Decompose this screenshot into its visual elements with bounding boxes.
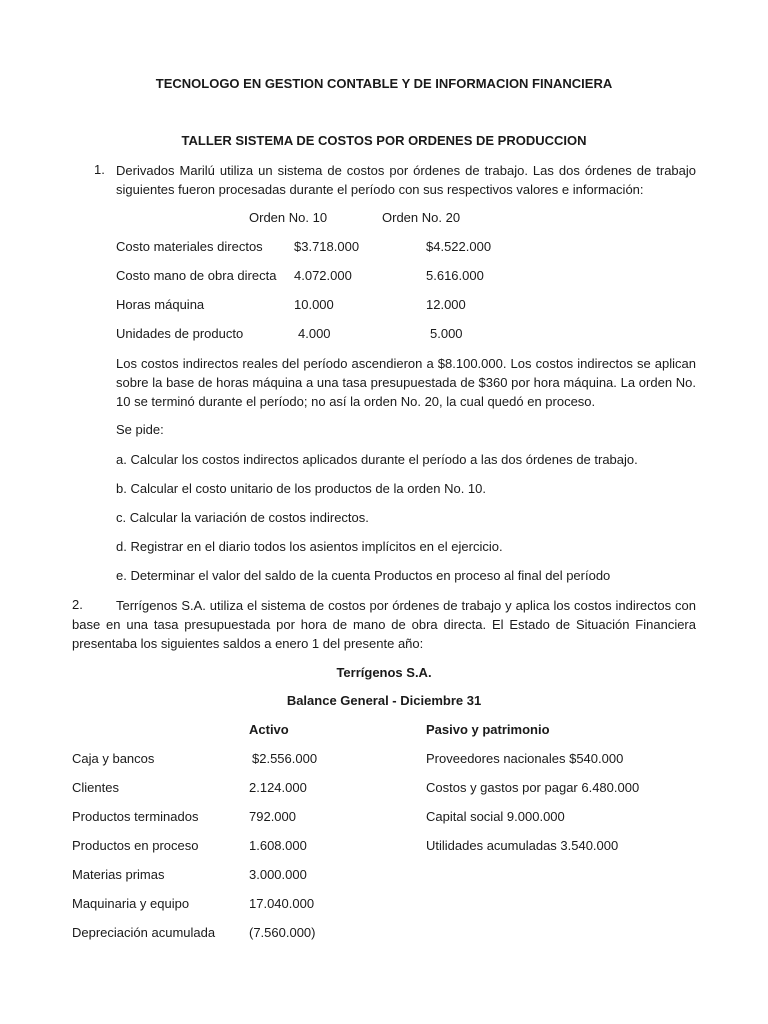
asset-label: Maquinaria y equipo <box>72 896 190 911</box>
asset-label: Caja y bancos <box>72 751 155 766</box>
se-pide-label: Se pide: <box>116 422 164 437</box>
liability-item: Costos y gastos por pagar 6.480.000 <box>426 780 640 795</box>
row-value-order-20: 5.000 <box>430 326 463 341</box>
task-c: c. Calcular la variación de costos indirectos. <box>116 510 369 525</box>
asset-value: 1.608.000 <box>249 838 307 853</box>
col-header-order-10: Orden No. 10 <box>249 210 328 225</box>
task-a: a. Calcular los costos indirectos aplicados durante el período a las dos órdenes de trabajo. <box>116 452 638 467</box>
asset-value: 3.000.000 <box>249 867 307 882</box>
row-label: Costo mano de obra directa <box>116 268 277 283</box>
exercise-1-statement: Los costos indirectos reales del período ascendieron a $8.100.000. Los costos indirectos se aplican sobre la base de horas máquina a una tasa presupuestada de $360 por hora máquina. La orden No. 10 se terminó durante el período; no así la orden No. 20, la cual quedó en proceso. <box>116 356 696 409</box>
row-label: Costo materiales directos <box>116 239 263 254</box>
asset-value: (7.560.000) <box>249 925 316 940</box>
liability-item: Proveedores nacionales $540.000 <box>426 751 624 766</box>
workshop-title: TALLER SISTEMA DE COSTOS POR ORDENES DE PRODUCCION <box>181 133 587 148</box>
task-b: b. Calcular el costo unitario de los productos de la orden No. 10. <box>116 481 486 496</box>
asset-label: Materias primas <box>72 867 165 882</box>
pasivo-header: Pasivo y patrimonio <box>426 722 550 737</box>
asset-label: Clientes <box>72 780 119 795</box>
row-value-order-20: 12.000 <box>426 297 466 312</box>
row-value-order-10: $3.718.000 <box>294 239 360 254</box>
row-value-order-10: 10.000 <box>294 297 334 312</box>
exercise-2-intro: Terrígenos S.A. utiliza el sistema de costos por órdenes de trabajo y aplica los costos indirectos con base en una tasa presupuestada por hora de mano de obra directa. El Estado de Situación Financiera presentaba los siguientes saldos a enero 1 del presente año: <box>72 598 696 651</box>
task-d: d. Registrar en el diario todos los asientos implícitos en el ejercicio. <box>116 539 503 554</box>
balance-title: Balance General - Diciembre 31 <box>286 693 482 708</box>
col-header-order-20: Orden No. 20 <box>382 210 461 225</box>
asset-value: 2.124.000 <box>249 780 307 795</box>
exercise-1-number: 1. <box>94 162 105 177</box>
row-value-order-20: 5.616.000 <box>426 268 484 283</box>
asset-label: Depreciación acumulada <box>72 925 216 940</box>
asset-value: 17.040.000 <box>249 896 315 911</box>
exercise-2-number: 2. <box>72 597 83 612</box>
row-value-order-10: 4.072.000 <box>294 268 352 283</box>
activo-header: Activo <box>249 722 289 737</box>
asset-value: 792.000 <box>249 809 296 824</box>
liability-item: Capital social 9.000.000 <box>426 809 565 824</box>
task-e: e. Determinar el valor del saldo de la cuenta Productos en proceso al final del período <box>116 568 611 583</box>
row-value-order-10: 4.000 <box>298 326 331 341</box>
asset-label: Productos terminados <box>72 809 199 824</box>
row-value-order-20: $4.522.000 <box>426 239 492 254</box>
row-label: Horas máquina <box>116 297 205 312</box>
program-title: TECNOLOGO EN GESTION CONTABLE Y DE INFORMACION FINANCIERA <box>155 76 613 91</box>
exercise-1-intro: Derivados Marilú utiliza un sistema de costos por órdenes de trabajo. Las dos órdenes de trabajo siguientes fueron procesadas durante el período con sus respectivos valores e información: <box>116 163 696 197</box>
company-name: Terrígenos S.A. <box>336 665 432 680</box>
asset-value: $2.556.000 <box>252 751 318 766</box>
row-label: Unidades de producto <box>116 326 244 341</box>
asset-label: Productos en proceso <box>72 838 199 853</box>
liability-item: Utilidades acumuladas 3.540.000 <box>426 838 619 853</box>
